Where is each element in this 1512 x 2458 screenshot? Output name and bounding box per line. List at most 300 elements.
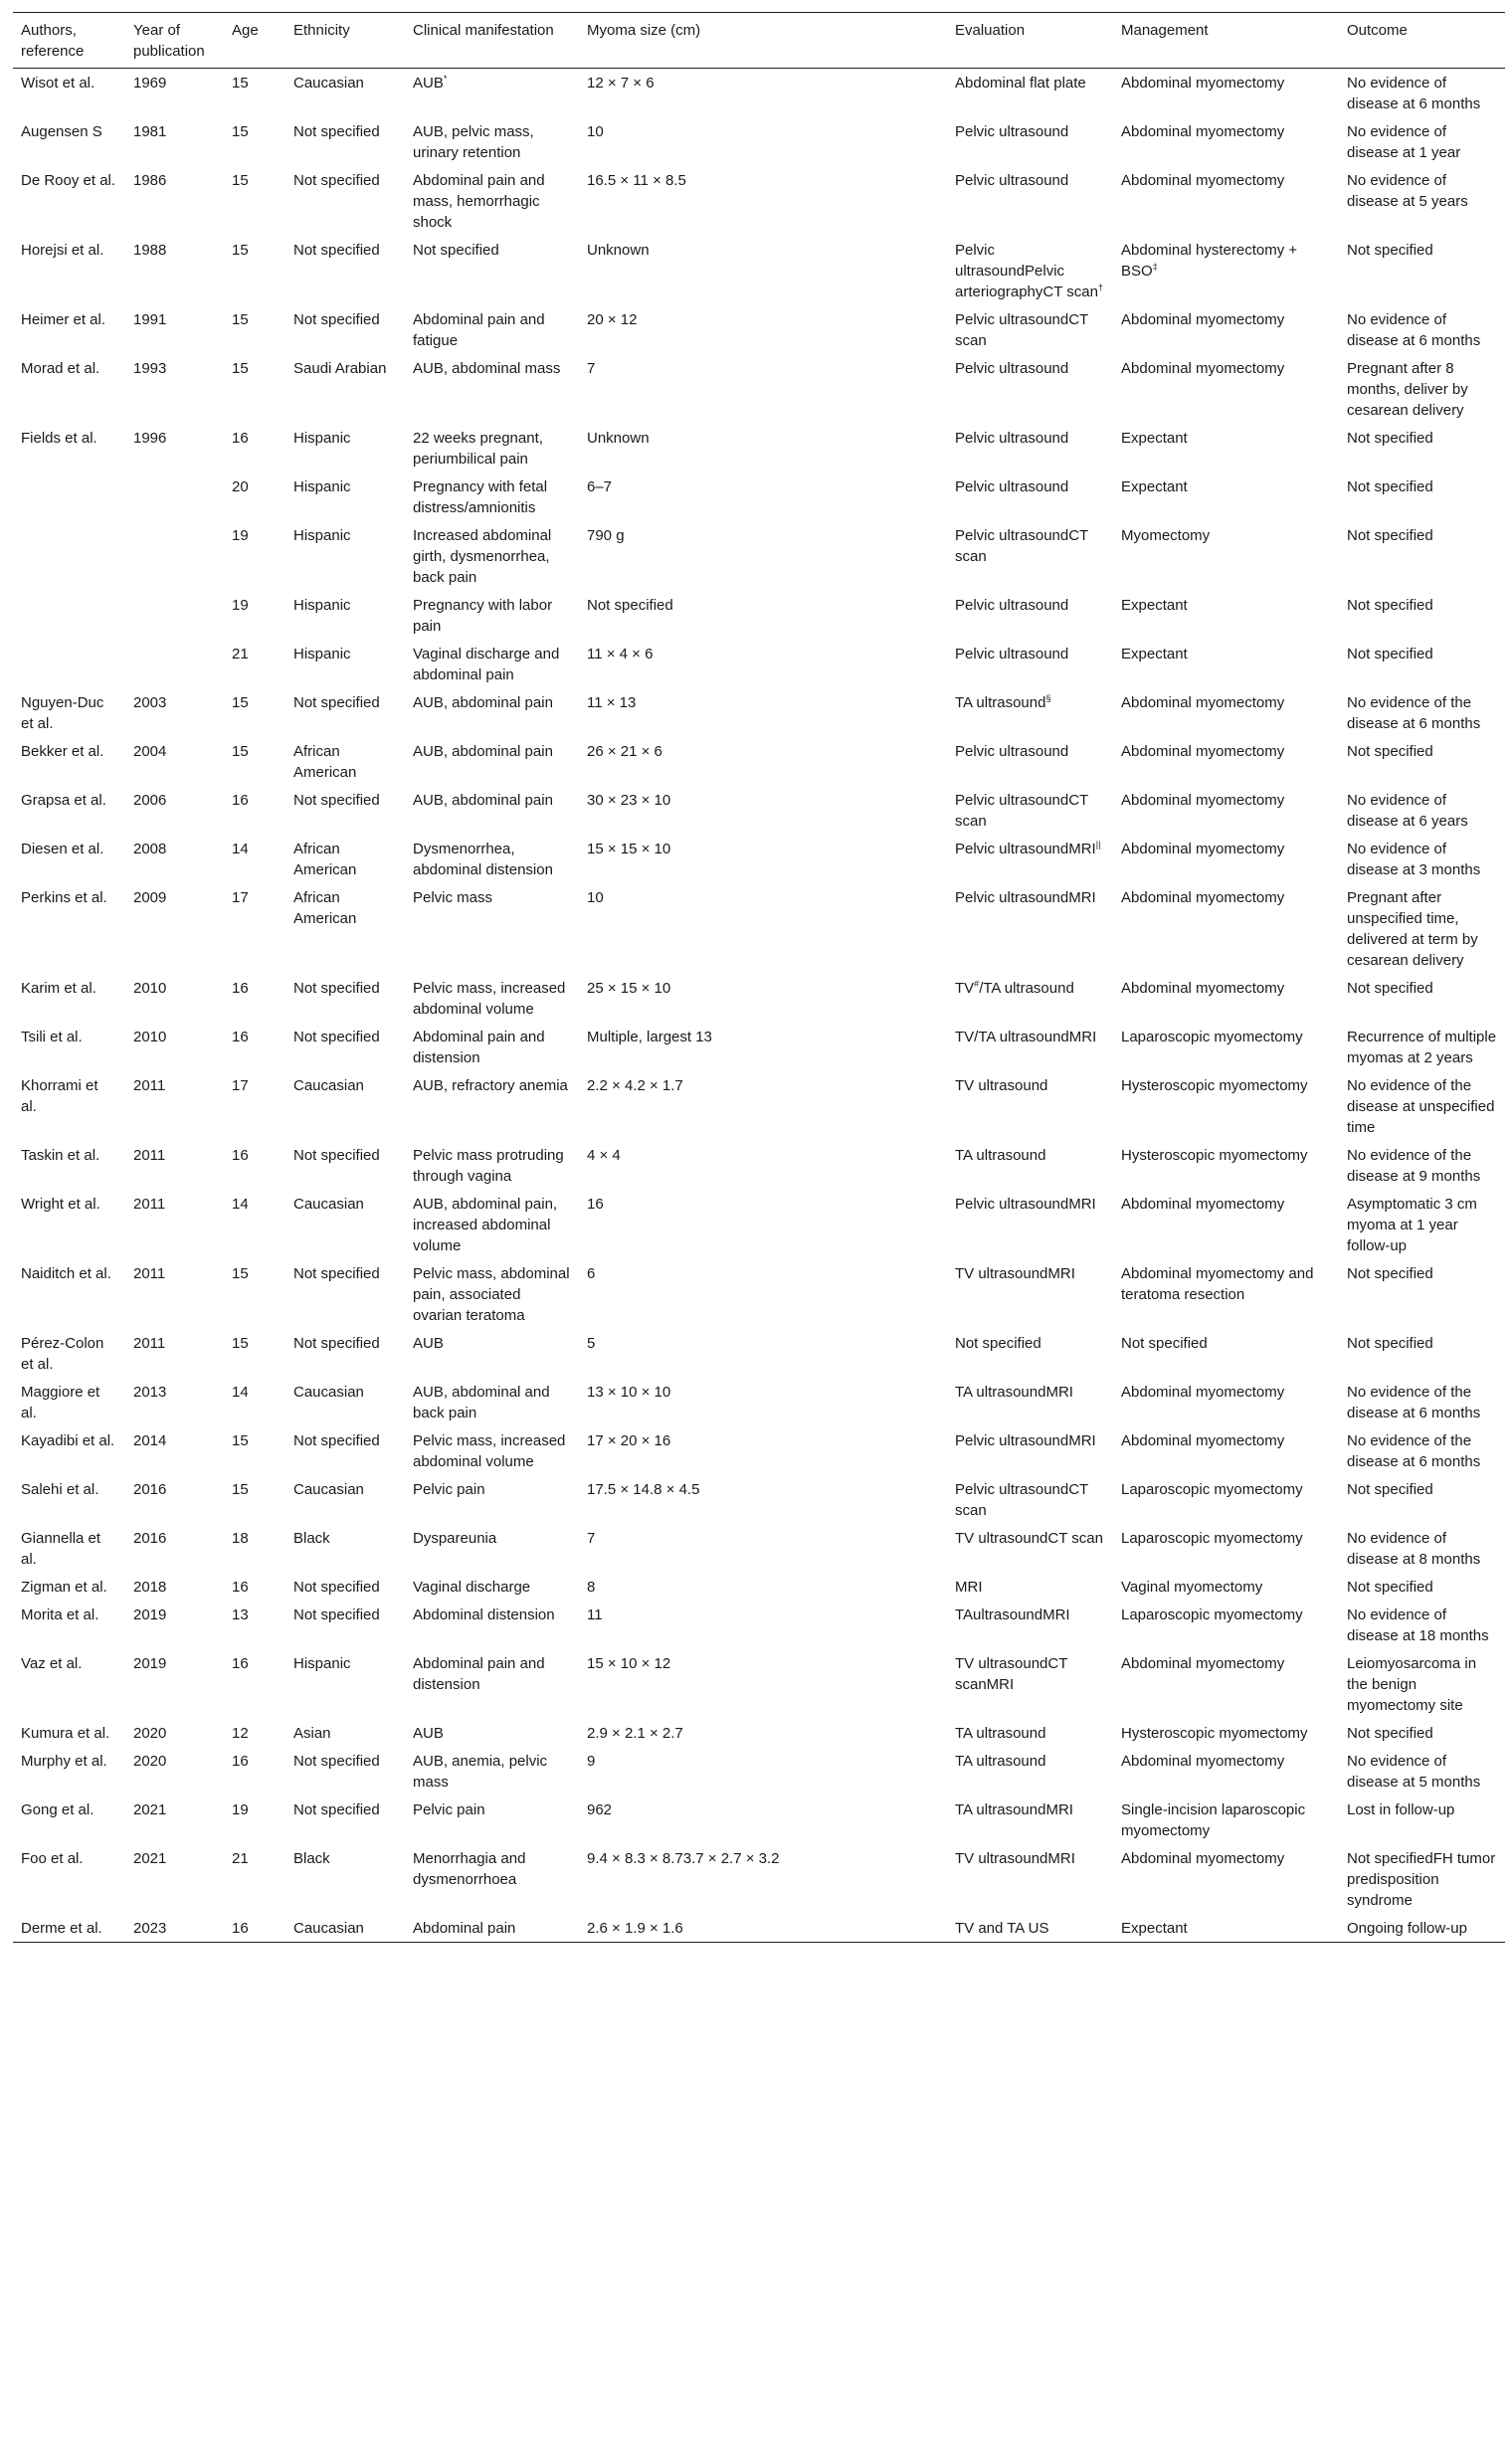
col-header-outcome: Outcome xyxy=(1339,13,1505,69)
table-row xyxy=(13,1071,1505,1141)
cell-myoma-size: 10 xyxy=(587,889,604,906)
cell-age: 15 xyxy=(232,242,249,259)
col-header-year: Year of publication xyxy=(125,13,224,69)
cell-year: 1988 xyxy=(133,242,167,259)
cell-year: 2011 xyxy=(133,1147,166,1164)
cell-age: 15 xyxy=(232,694,249,711)
cell-authors xyxy=(13,473,125,521)
cell-evaluation: TV ultrasoundCT scanMRI xyxy=(955,1655,1068,1693)
cell-age: 16 xyxy=(232,1579,249,1596)
cell-ethnicity: Caucasian xyxy=(293,1481,364,1498)
cell-clinical-manifestation: Abdominal pain and fatigue xyxy=(413,311,545,349)
cell-management: Abdominal myomectomy xyxy=(1121,1432,1285,1449)
table-row xyxy=(13,786,1505,835)
table-row xyxy=(13,737,1505,786)
table-row xyxy=(13,883,1505,974)
cell-clinical-manifestation: AUB, abdominal and back pain xyxy=(413,1384,550,1421)
cell-myoma-size: 2.9 × 2.1 × 2.7 xyxy=(587,1725,683,1742)
cell-myoma-size: 6–7 xyxy=(587,478,613,495)
table-row xyxy=(13,1649,1505,1719)
cell-ethnicity: Not specified xyxy=(293,311,380,328)
table-row xyxy=(13,1023,1505,1071)
cell-ethnicity: African American xyxy=(293,841,357,878)
cell-management: Abdominal myomectomy xyxy=(1121,792,1285,809)
cell-myoma-size: 5 xyxy=(587,1335,596,1352)
cell-myoma-size: 17.5 × 14.8 × 4.5 xyxy=(587,1481,700,1498)
table-row xyxy=(13,1719,1505,1747)
cell-ethnicity: Caucasian xyxy=(285,1914,405,1943)
cell-outcome: No evidence of disease at 5 months xyxy=(1347,1753,1481,1791)
cell-outcome: Not specified xyxy=(1347,1725,1433,1742)
cell-clinical-manifestation: AUB, anemia, pelvic mass xyxy=(413,1753,548,1791)
cell-myoma-size: 9.4 × 8.3 × 8.73.7 × 2.7 × 3.2 xyxy=(587,1850,780,1867)
cell-year xyxy=(125,591,224,640)
col-header-evaluation: Evaluation xyxy=(947,13,1113,69)
cell-authors: Morita et al. xyxy=(21,1607,99,1623)
cell-evaluation: TA ultrasound xyxy=(955,1725,1046,1742)
cell-age: 21 xyxy=(232,1850,249,1867)
cell-authors: Nguyen-Duc et al. xyxy=(21,694,104,732)
table-row xyxy=(13,1524,1505,1573)
cell-myoma-size: 20 × 12 xyxy=(587,311,638,328)
cell-myoma-size: 2.2 × 4.2 × 1.7 xyxy=(587,1077,683,1094)
table-row xyxy=(13,424,1505,473)
cell-outcome: Not specified xyxy=(1347,1481,1433,1498)
table-row xyxy=(13,69,1505,118)
col-header-age: Age xyxy=(224,13,285,69)
cell-ethnicity: Hispanic xyxy=(293,527,351,544)
cell-year: 2010 xyxy=(133,1029,167,1045)
cell-age: 15 xyxy=(232,75,249,92)
cell-authors xyxy=(13,640,125,688)
cell-age: 16 xyxy=(232,1753,249,1770)
cell-myoma-size: 9 xyxy=(587,1753,596,1770)
cell-evaluation: Pelvic ultrasoundCT scan xyxy=(955,1481,1088,1519)
cell-ethnicity: African American xyxy=(293,743,357,781)
cell-myoma-size: Multiple, largest 13 xyxy=(587,1029,712,1045)
cell-ethnicity: Not specified xyxy=(293,1147,380,1164)
cell-management: Expectant xyxy=(1121,430,1188,447)
table-row xyxy=(13,974,1505,1023)
cell-outcome: Not specified xyxy=(1347,430,1433,447)
cell-clinical-manifestation: Dyspareunia xyxy=(413,1530,497,1547)
cell-outcome: Ongoing follow-up xyxy=(1339,1914,1505,1943)
cell-ethnicity: Not specified xyxy=(293,1607,380,1623)
cell-management: Abdominal myomectomy xyxy=(1121,1850,1285,1867)
cell-management: Expectant xyxy=(1121,646,1188,662)
cell-year: 2010 xyxy=(133,980,167,997)
cell-outcome: Not specified xyxy=(1347,980,1433,997)
cell-outcome: Pregnant after 8 months, deliver by cesarean delivery xyxy=(1347,360,1468,419)
table-row xyxy=(13,305,1505,354)
cell-year: 2021 xyxy=(133,1850,167,1867)
cell-management: Single-incision laparoscopic myomectomy xyxy=(1121,1801,1306,1839)
cell-age: 15 xyxy=(232,743,249,760)
cell-myoma-size: 11 xyxy=(587,1607,603,1623)
cell-evaluation: Pelvic ultrasoundCT scan xyxy=(955,527,1088,565)
cell-evaluation: Abdominal flat plate xyxy=(955,75,1086,92)
cell-age: 14 xyxy=(232,1196,249,1213)
cell-clinical-manifestation: Menorrhagia and dysmenorrhoea xyxy=(413,1850,526,1888)
cell-authors: Fields et al. xyxy=(21,430,97,447)
cell-management: Myomectomy xyxy=(1121,527,1211,544)
table-row xyxy=(13,1190,1505,1259)
cell-evaluation: Pelvic ultrasound xyxy=(955,597,1069,614)
cell-age: 15 xyxy=(232,1432,249,1449)
cell-age: 16 xyxy=(232,1655,249,1672)
cell-year: 1969 xyxy=(133,75,167,92)
cell-evaluation: TA ultrasoundMRI xyxy=(955,1384,1073,1401)
cell-authors: Kumura et al. xyxy=(21,1725,110,1742)
header-row xyxy=(13,13,1505,69)
cell-authors: Salehi et al. xyxy=(21,1481,99,1498)
cell-clinical-manifestation: Abdominal pain and distension xyxy=(413,1029,545,1066)
cell-authors: Naiditch et al. xyxy=(21,1265,111,1282)
cell-authors: Derme et al. xyxy=(13,1914,125,1943)
table-row xyxy=(13,521,1505,591)
cell-evaluation: TV#/TA ultrasound xyxy=(955,979,1074,997)
cell-year: 1991 xyxy=(133,311,167,328)
cell-clinical-manifestation: Pelvic mass, increased abdominal volume xyxy=(413,980,566,1018)
cell-outcome: Not specified xyxy=(1347,743,1433,760)
cell-outcome: No evidence of disease at 5 years xyxy=(1347,172,1468,210)
cell-clinical-manifestation: Vaginal discharge xyxy=(413,1579,531,1596)
cell-clinical-manifestation: AUB, abdominal pain xyxy=(413,792,553,809)
cell-outcome: No evidence of disease at 3 months xyxy=(1347,841,1481,878)
cell-year: 2020 xyxy=(133,1725,167,1742)
cell-age: 15 xyxy=(232,1335,249,1352)
cell-ethnicity: Black xyxy=(293,1530,330,1547)
cell-outcome: Not specified xyxy=(1347,1335,1433,1352)
cell-ethnicity: Caucasian xyxy=(293,75,364,92)
cell-outcome: No evidence of disease at 18 months xyxy=(1347,1607,1489,1644)
cell-age: 17 xyxy=(232,1077,249,1094)
cell-management: Abdominal myomectomy xyxy=(1121,1384,1285,1401)
table-row xyxy=(13,1601,1505,1649)
cell-management: Expectant xyxy=(1121,597,1188,614)
table-row xyxy=(13,688,1505,737)
cell-evaluation: TV ultrasoundCT scan xyxy=(955,1530,1103,1547)
cell-management: Expectant xyxy=(1121,478,1188,495)
cell-myoma-size: 7 xyxy=(587,360,596,377)
cell-outcome: No evidence of the disease at 6 months xyxy=(1347,694,1481,732)
table-row xyxy=(13,1378,1505,1426)
cell-myoma-size: 2.6 × 1.9 × 1.6 xyxy=(579,1914,947,1943)
cell-myoma-size: 26 × 21 × 6 xyxy=(587,743,662,760)
cell-authors: Kayadibi et al. xyxy=(21,1432,115,1449)
table-row xyxy=(13,1259,1505,1329)
cell-evaluation: Not specified xyxy=(955,1335,1041,1352)
cell-age: 15 xyxy=(232,1265,249,1282)
cell-evaluation: TV/TA ultrasoundMRI xyxy=(955,1029,1097,1045)
cell-evaluation: Pelvic ultrasound xyxy=(955,360,1069,377)
cell-management: Laparoscopic myomectomy xyxy=(1121,1530,1303,1547)
cell-year: 2004 xyxy=(133,743,167,760)
cell-myoma-size: Unknown xyxy=(587,430,650,447)
cell-age: 20 xyxy=(232,478,249,495)
cell-age: 13 xyxy=(232,1607,249,1623)
cell-authors: Wisot et al. xyxy=(21,75,95,92)
cell-year: 2020 xyxy=(133,1753,167,1770)
cell-management: Hysteroscopic myomectomy xyxy=(1121,1147,1308,1164)
cell-management: Abdominal myomectomy xyxy=(1121,694,1285,711)
cell-age: 18 xyxy=(232,1530,249,1547)
cell-myoma-size: 12 × 7 × 6 xyxy=(587,75,655,92)
cell-evaluation: Pelvic ultrasoundMRI xyxy=(955,1432,1096,1449)
cell-clinical-manifestation: AUB, abdominal pain, increased abdominal volume xyxy=(413,1196,558,1254)
cell-ethnicity: African American xyxy=(293,889,357,927)
cell-age: 15 xyxy=(232,311,249,328)
cell-age: 14 xyxy=(232,1384,249,1401)
cell-year: 1981 xyxy=(133,123,167,140)
cell-authors: Diesen et al. xyxy=(21,841,104,857)
cell-authors: Taskin et al. xyxy=(21,1147,100,1164)
cell-ethnicity: Not specified xyxy=(293,980,380,997)
cell-age: 16 xyxy=(232,1029,249,1045)
cell-ethnicity: Not specified xyxy=(293,694,380,711)
cell-management: Laparoscopic myomectomy xyxy=(1121,1481,1303,1498)
cell-myoma-size: 4 × 4 xyxy=(587,1147,621,1164)
cell-evaluation: TV ultrasoundMRI xyxy=(955,1850,1075,1867)
cell-year: 2003 xyxy=(133,694,167,711)
cell-clinical-manifestation: Pelvic pain xyxy=(413,1481,485,1498)
table-row xyxy=(13,166,1505,236)
cell-management: Abdominal myomectomy xyxy=(1121,841,1285,857)
cell-year: 2023 xyxy=(125,1914,224,1943)
cell-evaluation: TA ultrasoundMRI xyxy=(955,1801,1073,1818)
cell-year: 2011 xyxy=(133,1335,166,1352)
cell-clinical-manifestation: Pregnancy with fetal distress/amnionitis xyxy=(413,478,548,516)
cell-year: 2013 xyxy=(133,1384,167,1401)
cell-ethnicity: Not specified xyxy=(293,1432,380,1449)
cell-myoma-size: 16.5 × 11 × 8.5 xyxy=(587,172,686,189)
col-header-management: Management xyxy=(1113,13,1339,69)
cell-ethnicity: Not specified xyxy=(293,1579,380,1596)
cell-age: 19 xyxy=(232,1801,249,1818)
cell-age: 15 xyxy=(232,360,249,377)
cell-age: 15 xyxy=(232,123,249,140)
cell-management: Abdominal myomectomy xyxy=(1121,172,1285,189)
cell-evaluation: Pelvic ultrasound xyxy=(955,430,1069,447)
cell-age: 19 xyxy=(232,527,249,544)
cell-myoma-size: 15 × 10 × 12 xyxy=(587,1655,671,1672)
cell-outcome: Not specifiedFH tumor predisposition syndrome xyxy=(1347,1850,1496,1909)
cell-authors: Bekker et al. xyxy=(21,743,104,760)
cell-age: 15 xyxy=(232,1481,249,1498)
table-row xyxy=(13,354,1505,424)
cell-management: Abdominal myomectomy xyxy=(1121,1753,1285,1770)
cell-year: 2016 xyxy=(133,1530,167,1547)
cell-myoma-size: 11 × 13 xyxy=(587,694,637,711)
cell-management: Hysteroscopic myomectomy xyxy=(1121,1077,1308,1094)
cell-management: Laparoscopic myomectomy xyxy=(1121,1029,1303,1045)
cell-outcome: No evidence of disease at 6 months xyxy=(1347,311,1481,349)
cell-authors: Maggiore et al. xyxy=(21,1384,100,1421)
cell-ethnicity: Caucasian xyxy=(293,1077,364,1094)
cell-outcome: Pregnant after unspecified time, delivered at term by cesarean delivery xyxy=(1347,889,1478,969)
cell-ethnicity: Not specified xyxy=(293,123,380,140)
cell-evaluation: TA ultrasound xyxy=(955,1753,1046,1770)
cell-ethnicity: Saudi Arabian xyxy=(293,360,387,377)
cell-clinical-manifestation: AUB, abdominal mass xyxy=(413,360,561,377)
cell-year: 2019 xyxy=(133,1607,167,1623)
table-row xyxy=(13,1426,1505,1475)
cell-management: Vaginal myomectomy xyxy=(1121,1579,1263,1596)
cell-ethnicity: Black xyxy=(293,1850,330,1867)
cell-myoma-size: 6 xyxy=(587,1265,596,1282)
cell-outcome: Lost in follow-up xyxy=(1347,1801,1455,1818)
cell-authors: Morad et al. xyxy=(21,360,100,377)
table-row xyxy=(13,1844,1505,1914)
cell-outcome: No evidence of the disease at 6 months xyxy=(1347,1432,1481,1470)
cell-myoma-size: 17 × 20 × 16 xyxy=(587,1432,671,1449)
cell-age: 16 xyxy=(232,792,249,809)
cell-clinical-manifestation: 22 weeks pregnant, periumbilical pain xyxy=(413,430,543,468)
cell-authors: Horejsi et al. xyxy=(21,242,104,259)
table-row xyxy=(13,473,1505,521)
cell-ethnicity: Hispanic xyxy=(293,597,351,614)
col-header-ethnicity: Ethnicity xyxy=(285,13,405,69)
cell-ethnicity: Hispanic xyxy=(293,646,351,662)
cell-outcome: Not specified xyxy=(1347,597,1433,614)
cell-authors: Khorrami et al. xyxy=(21,1077,98,1115)
cell-myoma-size: 7 xyxy=(587,1530,596,1547)
cell-outcome: No evidence of the disease at unspecified time xyxy=(1347,1077,1495,1136)
cell-clinical-manifestation: Pregnancy with labor pain xyxy=(413,597,553,635)
cell-year xyxy=(125,473,224,521)
cell-authors: Giannella et al. xyxy=(21,1530,101,1568)
cell-myoma-size: 10 xyxy=(587,123,604,140)
cell-year xyxy=(125,640,224,688)
cell-evaluation: MRI xyxy=(955,1579,983,1596)
cell-year xyxy=(125,521,224,591)
cell-ethnicity: Asian xyxy=(293,1725,331,1742)
cell-management: Expectant xyxy=(1113,1914,1339,1943)
cell-authors: Augensen S xyxy=(21,123,102,140)
cell-ethnicity: Not specified xyxy=(293,1801,380,1818)
cell-clinical-manifestation: Pelvic mass protruding through vagina xyxy=(413,1147,564,1185)
table-row xyxy=(13,640,1505,688)
cell-ethnicity: Not specified xyxy=(293,1029,380,1045)
cell-management: Not specified xyxy=(1121,1335,1208,1352)
cell-age: 16 xyxy=(224,1914,285,1943)
cell-myoma-size: 962 xyxy=(587,1801,613,1818)
cell-age: 15 xyxy=(232,172,249,189)
cell-ethnicity: Hispanic xyxy=(293,478,351,495)
cell-clinical-manifestation: Not specified xyxy=(413,242,499,259)
table-row xyxy=(13,1796,1505,1844)
cell-age: 16 xyxy=(232,430,249,447)
cell-evaluation: Pelvic ultrasoundCT scan xyxy=(955,311,1088,349)
cell-authors: De Rooy et al. xyxy=(21,172,116,189)
cell-evaluation: Pelvic ultrasoundMRI xyxy=(955,1196,1096,1213)
cell-outcome: No evidence of disease at 1 year xyxy=(1347,123,1461,161)
cell-clinical-manifestation: Pelvic mass xyxy=(413,889,493,906)
cell-management: Abdominal myomectomy and teratoma resection xyxy=(1121,1265,1314,1303)
cell-authors: Wright et al. xyxy=(21,1196,100,1213)
cell-myoma-size: 11 × 4 × 6 xyxy=(587,646,654,662)
cell-age: 16 xyxy=(232,1147,249,1164)
cell-ethnicity: Hispanic xyxy=(293,1655,351,1672)
table-row xyxy=(13,117,1505,166)
cell-evaluation: Pelvic ultrasound xyxy=(955,172,1069,189)
cell-clinical-manifestation: Dysmenorrhea, abdominal distension xyxy=(413,841,553,878)
cell-management: Abdominal myomectomy xyxy=(1121,743,1285,760)
cell-clinical-manifestation: Abdominal pain and distension xyxy=(413,1655,545,1693)
table-row xyxy=(13,835,1505,883)
cell-year: 2008 xyxy=(133,841,167,857)
cell-management: Abdominal myomectomy xyxy=(1121,360,1285,377)
cell-age: 12 xyxy=(232,1725,249,1742)
cell-year: 2016 xyxy=(133,1481,167,1498)
table-row xyxy=(13,1573,1505,1601)
cell-outcome: Not specified xyxy=(1347,242,1433,259)
cell-ethnicity: Caucasian xyxy=(293,1196,364,1213)
cell-year: 2011 xyxy=(133,1196,166,1213)
cell-authors: Gong et al. xyxy=(21,1801,94,1818)
cell-myoma-size: 790 g xyxy=(587,527,625,544)
cell-year: 2014 xyxy=(133,1432,167,1449)
cell-authors: Perkins et al. xyxy=(21,889,107,906)
cell-outcome: No evidence of the disease at 9 months xyxy=(1347,1147,1481,1185)
cell-authors: Foo et al. xyxy=(21,1850,84,1867)
table-row xyxy=(13,1475,1505,1524)
cell-clinical-manifestation: Vaginal discharge and abdominal pain xyxy=(413,646,560,683)
cell-clinical-manifestation: Pelvic pain xyxy=(413,1801,485,1818)
cell-management: Abdominal myomectomy xyxy=(1121,311,1285,328)
cell-ethnicity: Not specified xyxy=(293,242,380,259)
cell-year: 2009 xyxy=(133,889,167,906)
cell-clinical-manifestation: AUB xyxy=(413,1335,444,1352)
cell-management: Abdominal myomectomy xyxy=(1121,889,1285,906)
cell-authors: Vaz et al. xyxy=(21,1655,83,1672)
cell-evaluation: Pelvic ultrasound xyxy=(955,478,1069,495)
cell-management: Abdominal myomectomy xyxy=(1121,123,1285,140)
cell-evaluation: TA ultrasound xyxy=(955,1147,1046,1164)
cell-clinical-manifestation: AUB, abdominal pain xyxy=(413,694,553,711)
cell-ethnicity: Caucasian xyxy=(293,1384,364,1401)
cell-management: Abdominal myomectomy xyxy=(1121,75,1285,92)
cell-evaluation: Pelvic ultrasound xyxy=(955,743,1069,760)
cell-ethnicity: Not specified xyxy=(293,1265,380,1282)
cell-outcome: Not specified xyxy=(1347,1579,1433,1596)
cell-outcome: Asymptomatic 3 cm myoma at 1 year follow-up xyxy=(1347,1196,1477,1254)
table-row xyxy=(13,1914,1505,1943)
cell-evaluation: Pelvic ultrasoundPelvic arteriographyCT scan† xyxy=(955,242,1103,300)
cell-evaluation: TV ultrasound xyxy=(955,1077,1048,1094)
cell-year: 1996 xyxy=(133,430,167,447)
cell-outcome: No evidence of disease at 6 years xyxy=(1347,792,1468,830)
cell-clinical-manifestation: Abdominal pain and mass, hemorrhagic shock xyxy=(413,172,545,231)
cell-evaluation: Pelvic ultrasound xyxy=(955,123,1069,140)
cell-evaluation: Pelvic ultrasoundMRI|| xyxy=(955,840,1101,857)
cell-outcome: Not specified xyxy=(1347,1265,1433,1282)
cell-myoma-size: 15 × 15 × 10 xyxy=(587,841,671,857)
case-table-container xyxy=(13,12,1505,1943)
cell-myoma-size: 30 × 23 × 10 xyxy=(587,792,671,809)
col-header-clinical-manifestation: Clinical manifestation xyxy=(405,13,579,69)
cell-outcome: No evidence of disease at 6 months xyxy=(1347,75,1481,112)
cell-myoma-size: 25 × 15 × 10 xyxy=(587,980,671,997)
table-row xyxy=(13,236,1505,305)
cell-clinical-manifestation: AUB, abdominal pain xyxy=(413,743,553,760)
cell-authors: Karim et al. xyxy=(21,980,96,997)
cell-myoma-size: 13 × 10 × 10 xyxy=(587,1384,671,1401)
cell-year: 2006 xyxy=(133,792,167,809)
cell-management: Abdominal myomectomy xyxy=(1121,1655,1285,1672)
cell-clinical-manifestation: Abdominal distension xyxy=(413,1607,555,1623)
cell-myoma-size: Not specified xyxy=(587,597,673,614)
